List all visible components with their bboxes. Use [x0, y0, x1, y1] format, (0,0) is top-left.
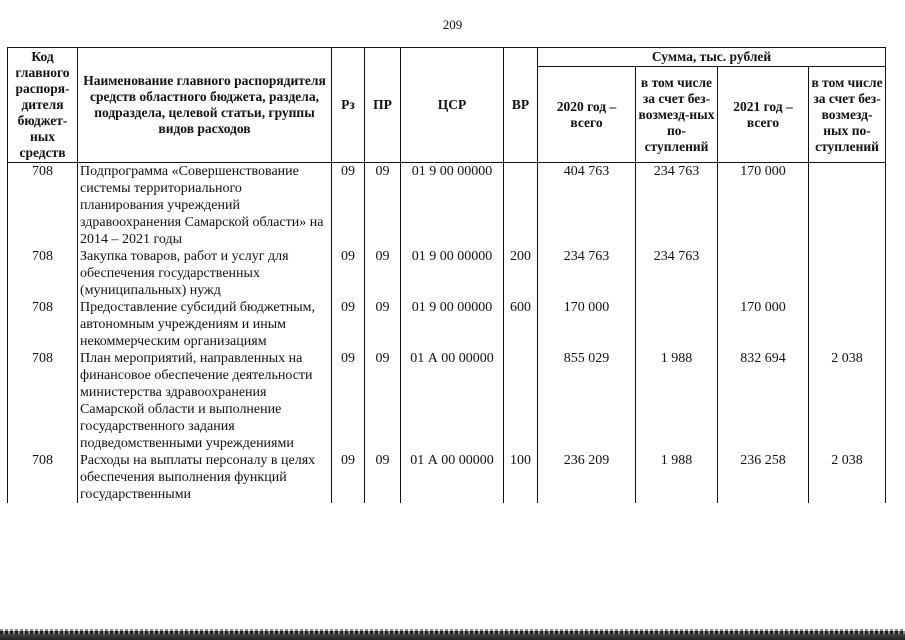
cell-rz: 09	[332, 350, 365, 452]
cell-csr: 01 9 00 00000	[401, 299, 504, 350]
cell-2020-total: 855 029	[538, 350, 636, 452]
cell-csr: 01 9 00 00000	[401, 163, 504, 249]
cell-vr: 100	[504, 452, 538, 503]
cell-code: 708	[8, 350, 78, 452]
cell-2021-gratis: 2 038	[809, 350, 886, 452]
cell-2021-gratis	[809, 248, 886, 299]
table-row	[8, 163, 886, 249]
cell-2021-total: 236 258	[718, 452, 809, 503]
page-number: 209	[442, 17, 463, 32]
table-body	[8, 163, 886, 504]
cell-rz: 09	[332, 299, 365, 350]
cell-csr: 01 9 00 00000	[401, 248, 504, 299]
cell-pr: 09	[365, 452, 401, 503]
cell-code: 708	[8, 248, 78, 299]
cell-name: Предоставление субсидий бюджетным, автономным учреждениям и иным некоммерческим организациям	[78, 299, 332, 350]
header-code: Код главного распоря-дителя бюджет-ных средств	[8, 48, 78, 163]
cell-2021-gratis	[809, 163, 886, 249]
cell-2020-total: 234 763	[538, 248, 636, 299]
cell-code: 708	[8, 163, 78, 249]
cell-name: План мероприятий, направленных на финансовое обеспечение деятельности министерства здравоохранения Самарской области и выполнение государственного задания подведомственными учреждениями	[78, 350, 332, 452]
table-row	[8, 248, 886, 299]
cell-vr: 200	[504, 248, 538, 299]
header-rz: Рз	[332, 48, 365, 163]
cell-name: Расходы на выплаты персоналу в целях обеспечения выполнения функций государственными	[78, 452, 332, 503]
cell-2020-total: 404 763	[538, 163, 636, 249]
cell-rz: 09	[332, 248, 365, 299]
cell-2021-total	[718, 248, 809, 299]
cell-vr	[504, 350, 538, 452]
cell-code: 708	[8, 452, 78, 503]
cell-2020-gratis: 234 763	[636, 163, 718, 249]
cell-2021-gratis: 2 038	[809, 452, 886, 503]
cell-pr: 09	[365, 299, 401, 350]
cell-2021-total: 832 694	[718, 350, 809, 452]
cell-2021-total: 170 000	[718, 163, 809, 249]
scan-edge-bar	[0, 629, 905, 640]
header-name: Наименование главного распорядителя средств областного бюджета, раздела, подраздела, целевой статьи, группы видов расходов	[78, 48, 332, 163]
cell-pr: 09	[365, 163, 401, 249]
header-csr: ЦСР	[401, 48, 504, 163]
header-2020-total: 2020 год – всего	[538, 67, 636, 163]
cell-vr	[504, 163, 538, 249]
cell-2020-gratis: 1 988	[636, 350, 718, 452]
header-2020-gratis: в том числе за счет без-возмезд-ных по-ступлений	[636, 67, 718, 163]
cell-code: 708	[8, 299, 78, 350]
cell-csr: 01 А 00 00000	[401, 452, 504, 503]
cell-csr: 01 А 00 00000	[401, 350, 504, 452]
cell-2020-gratis: 1 988	[636, 452, 718, 503]
table-row	[8, 299, 886, 350]
cell-2021-total: 170 000	[718, 299, 809, 350]
cell-rz: 09	[332, 452, 365, 503]
table-row	[8, 452, 886, 503]
cell-2020-gratis: 234 763	[636, 248, 718, 299]
cell-name: Закупка товаров, работ и услуг для обеспечения государственных (муниципальных) нужд	[78, 248, 332, 299]
cell-2020-total: 170 000	[538, 299, 636, 350]
header-2021-gratis: в том числе за счет без-возмезд-ных по-ступлений	[809, 67, 886, 163]
header-sum: Сумма, тыс. рублей	[538, 48, 886, 67]
cell-2020-gratis	[636, 299, 718, 350]
cell-rz: 09	[332, 163, 365, 249]
cell-2020-total: 236 209	[538, 452, 636, 503]
table-header	[8, 48, 886, 163]
table-row	[8, 350, 886, 452]
cell-name: Подпрограмма «Совершенствование системы территориального планирования учреждений здравоохранения Самарской области» на 2014 – 2021 годы	[78, 163, 332, 249]
header-vr: ВР	[504, 48, 538, 163]
header-pr: ПР	[365, 48, 401, 163]
header-2021-total: 2021 год – всего	[718, 67, 809, 163]
cell-pr: 09	[365, 248, 401, 299]
cell-vr: 600	[504, 299, 538, 350]
cell-pr: 09	[365, 350, 401, 452]
cell-2021-gratis	[809, 299, 886, 350]
budget-table	[7, 47, 886, 503]
